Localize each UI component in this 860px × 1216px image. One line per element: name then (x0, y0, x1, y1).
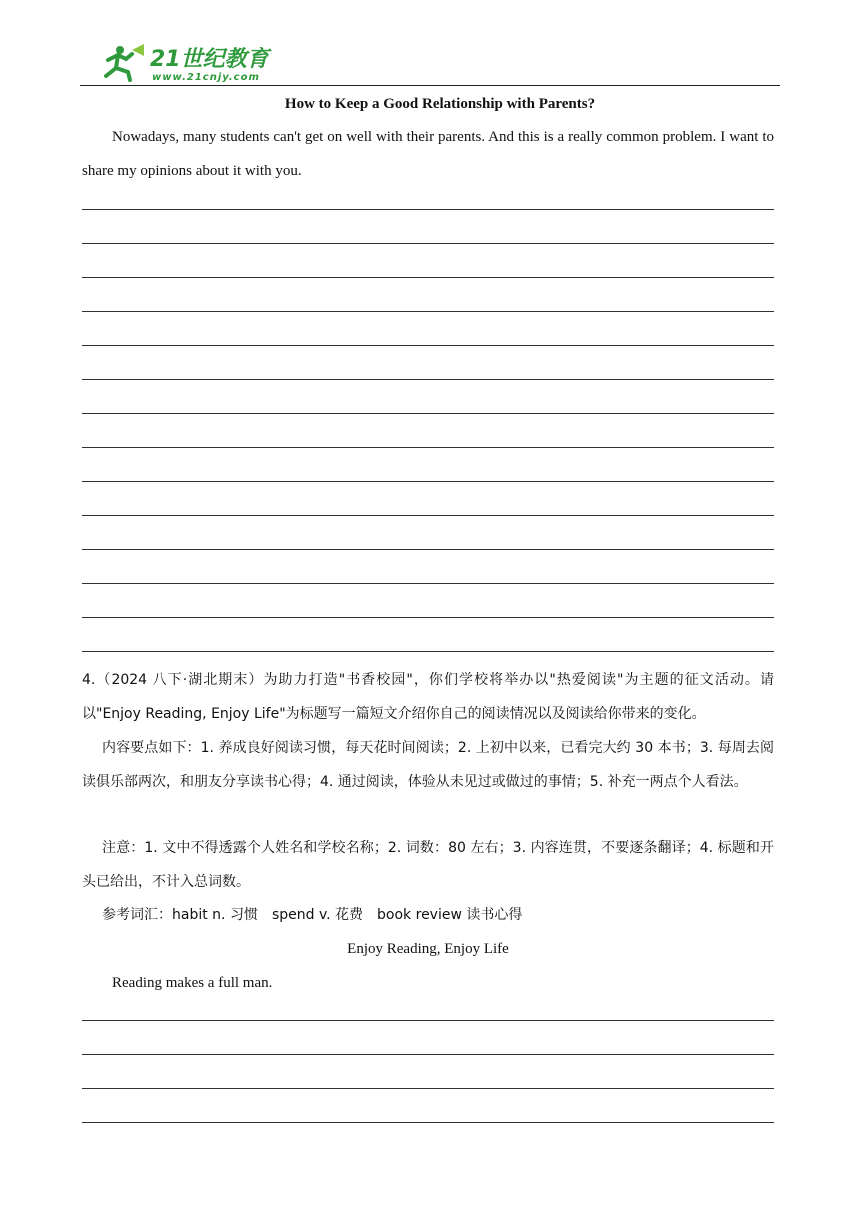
writing-line[interactable] (82, 583, 774, 584)
essay-2-opening: Reading makes a full man. (112, 975, 273, 991)
writing-line[interactable] (82, 311, 774, 312)
essay-intro: Nowadays, many students can't get on well with their parents. And this is a really common problem. I want to share my opinions about it with you. (82, 129, 774, 179)
writing-line[interactable] (82, 209, 774, 210)
writing-line[interactable] (82, 1122, 774, 1123)
writing-line[interactable] (82, 447, 774, 448)
writing-line[interactable] (82, 1054, 774, 1055)
question-4-prompt: 4.（2024 八下·湖北期末）为助力打造"书香校园"，你们学校将举办以"热爱阅读"为主题的征文活动。请以"Enjoy Reading, Enjoy Life"为标题写一篇短文介绍你自己的阅读情况以及阅读给你带来的变化。 (82, 672, 774, 722)
writing-line[interactable] (82, 277, 774, 278)
question-4-notes: 注意：1. 文中不得透露个人姓名和学校名称；2. 词数：80 左右；3. 内容连贯，不要逐条翻译；4. 标题和开头已给出，不计入总词数。 (82, 840, 774, 890)
writing-line[interactable] (82, 515, 774, 516)
essay-title: How to Keep a Good Relationship with Parents? (284, 96, 596, 112)
writing-line[interactable] (82, 1020, 774, 1021)
writing-line[interactable] (82, 379, 774, 380)
writing-line[interactable] (82, 617, 774, 618)
writing-line[interactable] (82, 413, 774, 414)
header-rule (80, 85, 780, 86)
writing-line[interactable] (82, 1088, 774, 1089)
essay-2-title: Enjoy Reading, Enjoy Life (347, 941, 509, 957)
publisher-logo (100, 40, 280, 84)
question-4-vocab: 参考词汇：habit n. 习惯 spend v. 花费 book review 读书心得 (102, 907, 523, 923)
writing-line[interactable] (82, 243, 774, 244)
logo-url: www.21cnjy.com (152, 72, 260, 83)
writing-line[interactable] (82, 549, 774, 550)
writing-line[interactable] (82, 345, 774, 346)
writing-line[interactable] (82, 651, 774, 652)
writing-line[interactable] (82, 481, 774, 482)
runner-icon (106, 44, 144, 80)
question-4-points: 内容要点如下：1. 养成良好阅读习惯，每天花时间阅读；2. 上初中以来，已看完大约 30 本书；3. 每周去阅读俱乐部两次，和朋友分享读书心得；4. 通过阅读，体验从未见过或做过的事情；5. 补充一两点个人看法。 (82, 740, 774, 790)
logo-text: 21世纪教育 (150, 47, 269, 72)
